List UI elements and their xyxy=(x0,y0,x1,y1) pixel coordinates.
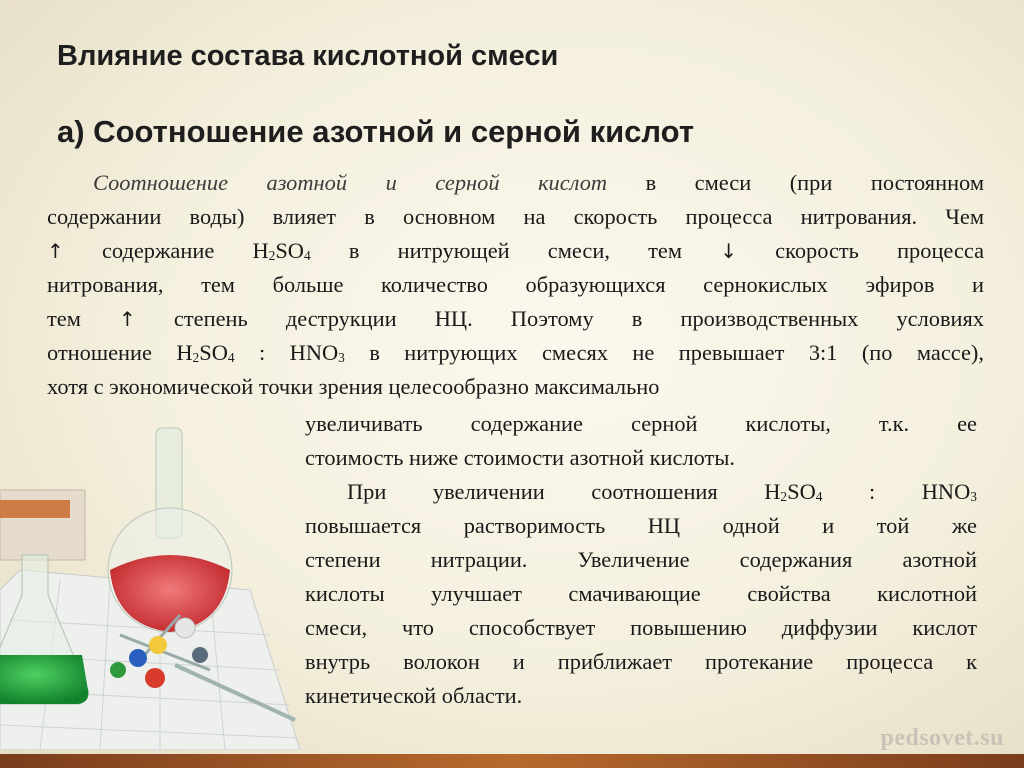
italic-lead: Соотношение азотной и серной кислот xyxy=(93,170,608,195)
molecule-ball-gray xyxy=(192,647,208,663)
p1-line-2: содержании воды) влияет в основном на скорость процесса нитрования. Чем xyxy=(47,204,984,229)
p1-line-1: Соотношение азотной и серной кислот в смеси (при постоянном xyxy=(93,170,984,195)
p2-line-8: внутрь волокон и приближает протекание процесса к xyxy=(305,649,977,674)
p2-line-6: кислоты улучшает смачивающие свойства кислотной xyxy=(305,581,977,606)
molecule-ball-blue xyxy=(129,649,147,667)
p2-line-5: степени нитрации. Увеличение содержания азотной xyxy=(305,547,977,572)
lab-glassware-illustration xyxy=(0,420,300,750)
p1-line-5: тем ↑ степень деструкции НЦ. Поэтому в производственных условиях xyxy=(47,306,984,331)
p2-line-4: повышается растворимость НЦ одной и той же xyxy=(305,513,977,538)
slide-subtitle: а) Соотношение азотной и серной кислот xyxy=(57,114,695,149)
p2-line-9: кинетической области. xyxy=(305,683,523,708)
p2-line-3: При увеличении соотношения $H_2SO_4$ : $HNO_3$ xyxy=(347,479,977,504)
p1-line-4: нитрования, тем больше количество образующихся сернокислых эфиров и xyxy=(47,272,984,297)
paragraph-1 xyxy=(47,166,984,404)
bottom-band xyxy=(0,754,1024,768)
arrow-up-icon: ↑ xyxy=(47,239,64,263)
slide-title: Влияние состава кислотной смеси xyxy=(57,40,559,72)
arrow-down-icon: ↓ xyxy=(720,239,737,263)
molecule-ball-white xyxy=(175,618,195,638)
p2-line-7: смеси, что способствует повышению диффузии кислот xyxy=(305,615,977,640)
p1-line-6: отношение $H_2SO_4$ : $HNO_3$ в нитрующих смесях не превышает 3:1 (по массе), xyxy=(47,340,984,365)
book-spine xyxy=(0,500,70,518)
p1-line-7: хотя с экономической точки зрения целесообразно максимально xyxy=(47,374,660,399)
molecule-ball-yellow xyxy=(149,636,167,654)
molecule-ball-green xyxy=(110,662,126,678)
p2-line-2: стоимость ниже стоимости азотной кислоты. xyxy=(305,445,735,470)
arrow-up-icon: ↑ xyxy=(119,307,136,331)
p2-line-1: увеличивать содержание серной кислоты, т.к. ее xyxy=(305,411,977,436)
molecule-ball-red xyxy=(145,668,165,688)
paragraph-2 xyxy=(305,407,977,713)
watermark: pedsovet.su xyxy=(880,725,1004,751)
p1-line-3: ↑ содержание $H_2SO_4$ в нитрующей смеси, тем ↓ скорость процесса xyxy=(47,238,985,263)
green-liquid xyxy=(0,655,88,704)
